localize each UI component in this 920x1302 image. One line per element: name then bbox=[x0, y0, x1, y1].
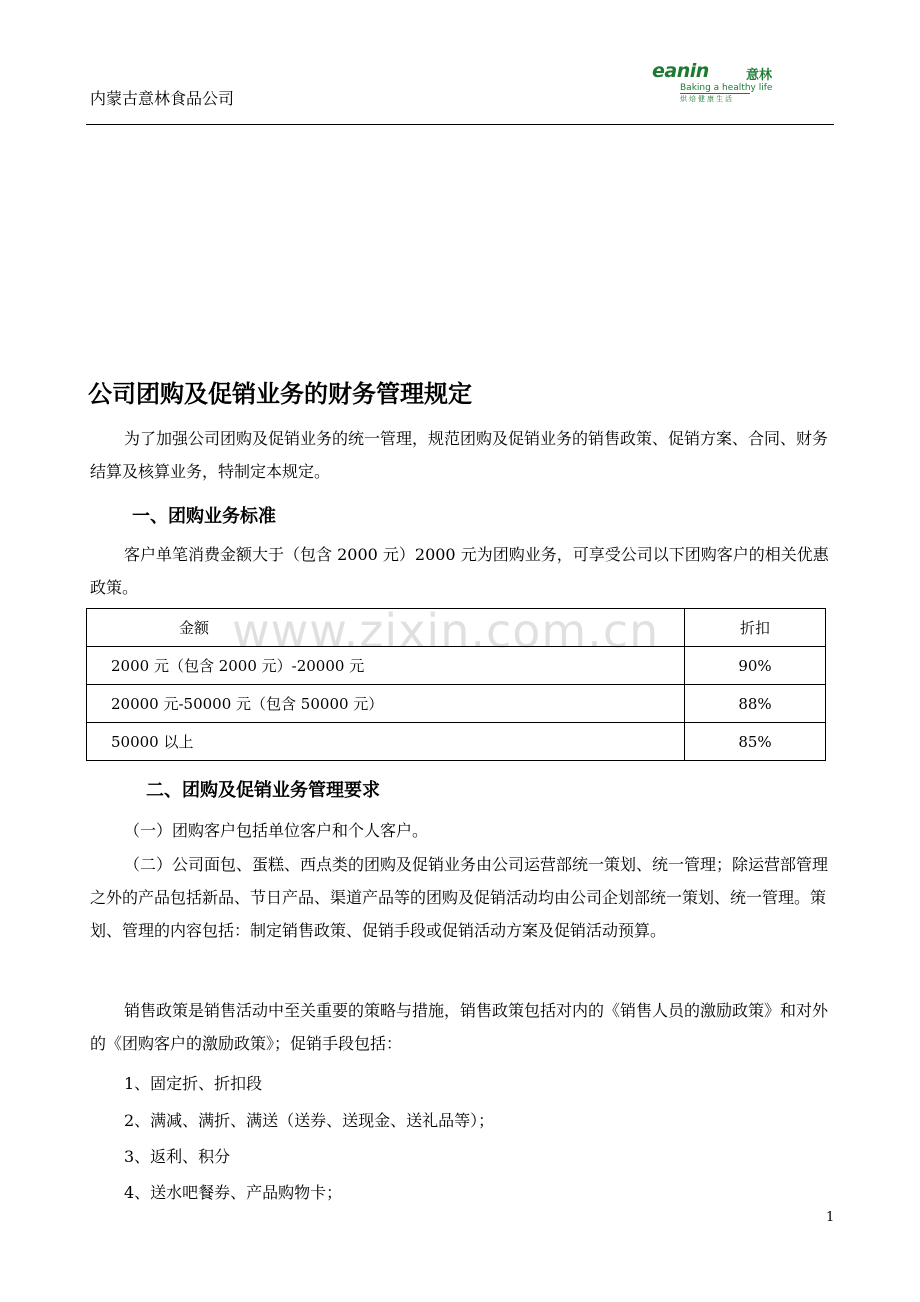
table-cell-discount: 85% bbox=[685, 723, 826, 761]
table-header-amount: 金额 bbox=[87, 609, 685, 647]
logo-tagline-cn: 烘焙健康生活 bbox=[680, 95, 734, 103]
header-divider bbox=[86, 124, 834, 125]
section-heading-1: 一、团购业务标准 bbox=[132, 506, 276, 527]
section2-paragraph-3: 销售政策是销售活动中至关重要的策略与措施，销售政策包括对内的《销售人员的激励政策》和对外的《团购客户的激励政策》；促销手段包括： bbox=[90, 1001, 829, 1053]
section2-paragraph-1: （一）团购客户包括单位客户和个人客户。 bbox=[124, 821, 429, 840]
watermark: www.zixin.com.cn bbox=[232, 604, 660, 658]
table-row bbox=[87, 685, 826, 723]
page-number: 1 bbox=[826, 1210, 835, 1225]
table-cell-amount: 2000 元（包含 2000 元）-20000 元 bbox=[87, 647, 685, 685]
table-header-discount: 折扣 bbox=[685, 609, 826, 647]
document-title: 公司团购及促销业务的财务管理规定 bbox=[88, 380, 472, 408]
logo-tagline: Baking a healthy life bbox=[680, 83, 773, 93]
brand-logo bbox=[650, 62, 800, 106]
company-name: 内蒙古意林食品公司 bbox=[90, 89, 235, 108]
list-item: 1、固定折、折扣段 bbox=[124, 1074, 263, 1093]
table-row bbox=[87, 723, 826, 761]
table-cell-amount: 50000 以上 bbox=[87, 723, 685, 761]
logo-word: eanin bbox=[652, 60, 709, 82]
section1-paragraph: 客户单笔消费金额大于（包含 2000 元）2000 元为团购业务，可享受公司以下团购客户的相关优惠政策。 bbox=[90, 545, 829, 597]
section-heading-2: 二、团购及促销业务管理要求 bbox=[146, 780, 380, 801]
table-header-row bbox=[87, 609, 826, 647]
intro-paragraph: 为了加强公司团购及促销业务的统一管理，规范团购及促销业务的销售政策、促销方案、合同、财务结算及核算业务，特制定本规定。 bbox=[90, 429, 829, 481]
table-cell-discount: 88% bbox=[685, 685, 826, 723]
logo-chinese: 意林 bbox=[746, 68, 773, 83]
discount-table bbox=[86, 608, 826, 761]
table-row bbox=[87, 647, 826, 685]
list-item: 3、返利、积分 bbox=[124, 1147, 231, 1166]
table-cell-amount: 20000 元-50000 元（包含 50000 元） bbox=[87, 685, 685, 723]
list-item: 2、满减、满折、满送（送券、送现金、送礼品等）； bbox=[124, 1111, 495, 1130]
list-item: 4、送水吧餐券、产品购物卡； bbox=[124, 1183, 343, 1202]
table-cell-discount: 90% bbox=[685, 647, 826, 685]
section2-paragraph-2: （二）公司面包、蛋糕、西点类的团购及促销业务由公司运营部统一策划、统一管理；除运营部管理之外的产品包括新品、节日产品、渠道产品等的团购及促销活动均由公司企划部统一策划、统一管理。策划、管理的内容包括：制定销售政策、促销手段或促销活动方案及促销活动预算。 bbox=[90, 855, 829, 940]
